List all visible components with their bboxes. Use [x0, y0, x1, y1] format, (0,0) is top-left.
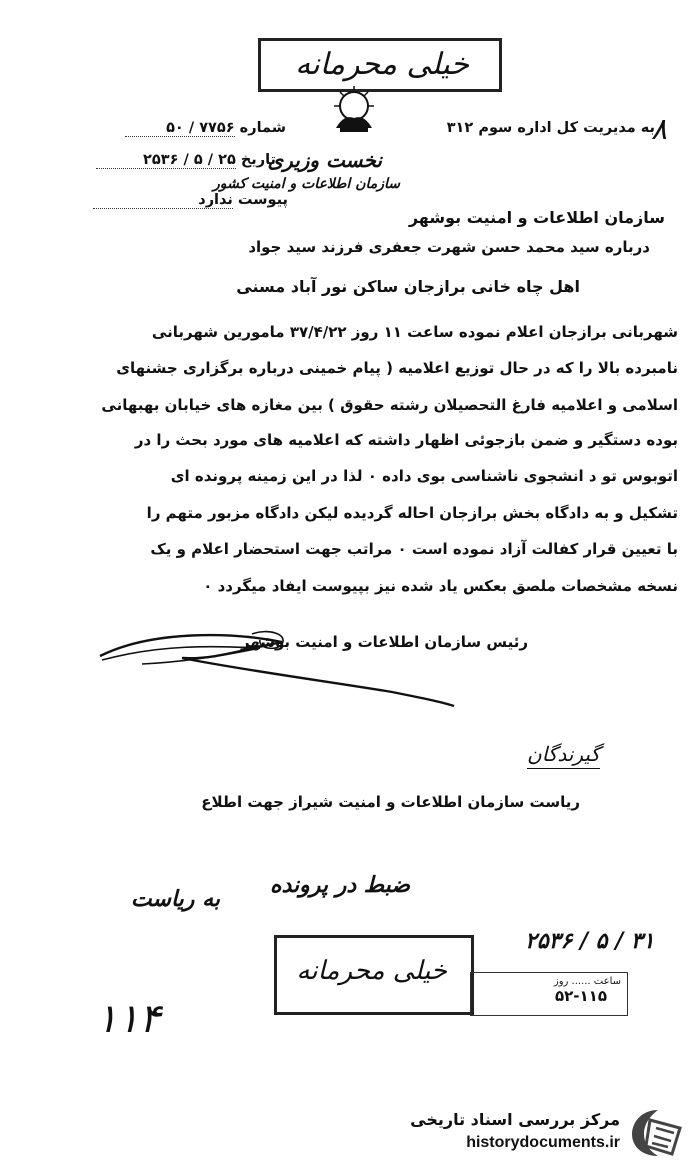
top-classification-stamp	[258, 38, 502, 92]
subject-line-2: اهل چاه خانی برازجان ساکن نور آباد مسنی	[236, 277, 580, 296]
signature-scribble	[92, 620, 462, 710]
emblem-icon	[328, 84, 380, 136]
number-value: ۷۷۵۶ / ۵۰	[125, 120, 235, 137]
recipient-line: به مدیریت کل اداره سوم ۳۱۲	[446, 120, 655, 136]
handwritten-date: ۲۵۳۶ / ۵ / ۳۱	[525, 928, 655, 954]
footer-title: مرکز بررسی اسناد تاریخی	[410, 1110, 620, 1129]
bottom-stamp-text: خیلی محرمانه	[296, 956, 447, 986]
footer-url: historydocuments.ir	[466, 1134, 620, 1151]
handwritten-page-number: ۱۱۴	[96, 996, 161, 1042]
body-line-6: تشکیل و به دادگاه بخش برازجان احاله گردیده لیکن دادگاه مزبور متهم را	[146, 504, 678, 522]
ministry-handwritten: نخست وزیری	[267, 148, 382, 172]
reference-line-2: ۵۲-۱۱۵	[554, 987, 607, 1005]
attachment-label: پیوست	[237, 192, 288, 208]
attachment-value: ندارد	[93, 192, 233, 209]
body-line-5: اتوبوس تو د انشجوی ناشناسی بوی داده ۰ لذا در این زمینه پرونده ای	[170, 467, 678, 485]
body-line-3: اسلامی و اعلامیه فارغ التحصیلان رشته حقوق ) بین مغازه های خیابان بهبهانی	[101, 396, 678, 414]
body-line-1: شهربانی برازجان اعلام نموده ساعت ۱۱ روز ۳۷/۴/۲۲ مامورین شهربانی	[151, 323, 678, 341]
body-line-2: نامبرده بالا را که در حال توزیع اعلامیه ( پیام خمینی درباره برگزاری جشنهای	[116, 359, 678, 377]
bottom-classification-stamp	[274, 935, 474, 1015]
signature-title: رئیس سازمان اطلاعات و امنیت بوشهر	[241, 633, 528, 651]
recipient-item-1: ریاست سازمان اطلاعات و امنیت شیراز جهت اطلاع	[201, 793, 580, 811]
recipients-heading: گیرندگان	[527, 742, 600, 769]
body-line-8: نسخه مشخصات ملصق بعکس یاد شده نیز بپیوست ایفاد میگردد ۰	[203, 577, 678, 595]
subject-line-1: درباره سید محمد حسن شهرت جعفری فرزند سید جواد	[248, 238, 650, 256]
handwritten-note-1: به ریاست	[130, 886, 220, 912]
archive-logo-icon	[628, 1106, 688, 1160]
body-line-7: با تعیین قرار کفالت آزاد نموده است ۰ مراتب جهت استحضار اعلام و یک	[150, 540, 678, 558]
reference-line-1: ساعت ...... روز	[553, 976, 621, 987]
reference-box	[470, 972, 628, 1016]
stamp-text: خیلی محرمانه	[295, 47, 469, 82]
body-line-4: بوده دستگیر و ضمن بازجوئی اظهار داشته که اعلامیه های مورد بحث را در	[134, 431, 678, 449]
office-line: سازمان اطلاعات و امنیت بوشهر	[408, 208, 665, 227]
number-label: شماره	[239, 120, 286, 136]
organization-script: سازمان اطلاعات و امنیت کشور	[213, 176, 400, 192]
handwritten-note-2: ضبط در پرونده	[269, 872, 410, 898]
date-label: تاریخ	[240, 152, 276, 168]
page-marker: ۸	[651, 112, 668, 147]
date-value: ۲۵ / ۵ / ۲۵۳۶	[96, 152, 236, 169]
